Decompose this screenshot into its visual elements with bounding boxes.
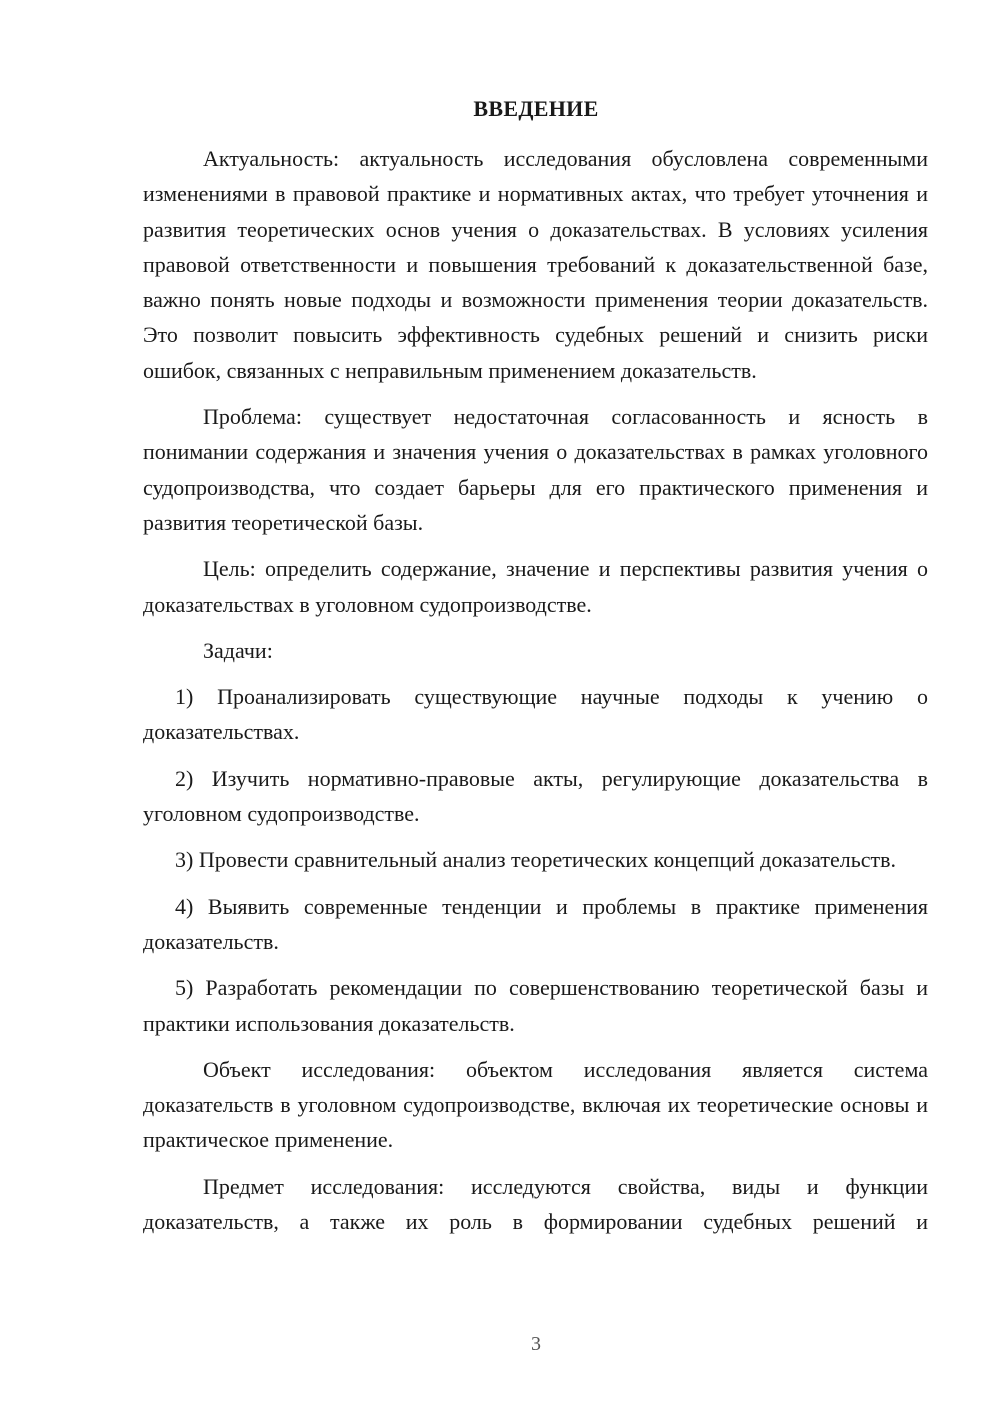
task-item-1: 1) Проанализировать существующие научные подходы к учению о доказательствах. <box>143 684 928 745</box>
document-body <box>143 141 928 1250</box>
paragraph-problem: Проблема: существует недостаточная согласованность и ясность в понимании содержания и значения учения о доказательствах в рамках уголовного судопроизводства, что создает барьеры для его практического применения и развития теоретической базы. <box>143 404 928 535</box>
paragraph-subject: Предмет исследования: исследуются свойства, виды и функции доказательств, а также их роль в формировании судебных решений и <box>143 1173 928 1235</box>
task-item-5: 5) Разработать рекомендации по совершенствованию теоретической базы и практики использования доказательств. <box>143 975 928 1036</box>
task-item-2: 2) Изучить нормативно-правовые акты, регулирующие доказательства в уголовном судопроизводстве. <box>143 765 928 827</box>
paragraph-relevance: Актуальность: актуальность исследования обусловлена современными изменениями в правовой практике и нормативных актах, что требует уточнения и развития теоретических основ учения о доказательствах. В условиях усиления правовой ответственности и повышения требований к доказательственной базе, важно понять новые подходы и возможности применения теории доказательств. Это позволит повысить эффективность судебных решений и снизить риски ошибок, связанных с неправильным применением доказательств. <box>143 146 928 383</box>
page-title: ВВЕДЕНИЕ <box>473 96 599 121</box>
task-item-3: 3) Провести сравнительный анализ теоретических концепций доказательств. <box>175 847 897 873</box>
task-item-4: 4) Выявить современные тенденции и проблемы в практике применения доказательств. <box>143 893 928 954</box>
page-number: 3 <box>531 1333 541 1355</box>
paragraph-tasks-heading: Задачи: <box>203 637 273 663</box>
paragraph-goal: Цель: определить содержание, значение и перспективы развития учения о доказательствах в уголовном судопроизводстве. <box>143 556 928 617</box>
paragraph-object: Объект исследования: объектом исследования является система доказательств в уголовном судопроизводстве, включая их теоретические основы и практическое применение. <box>143 1056 928 1153</box>
